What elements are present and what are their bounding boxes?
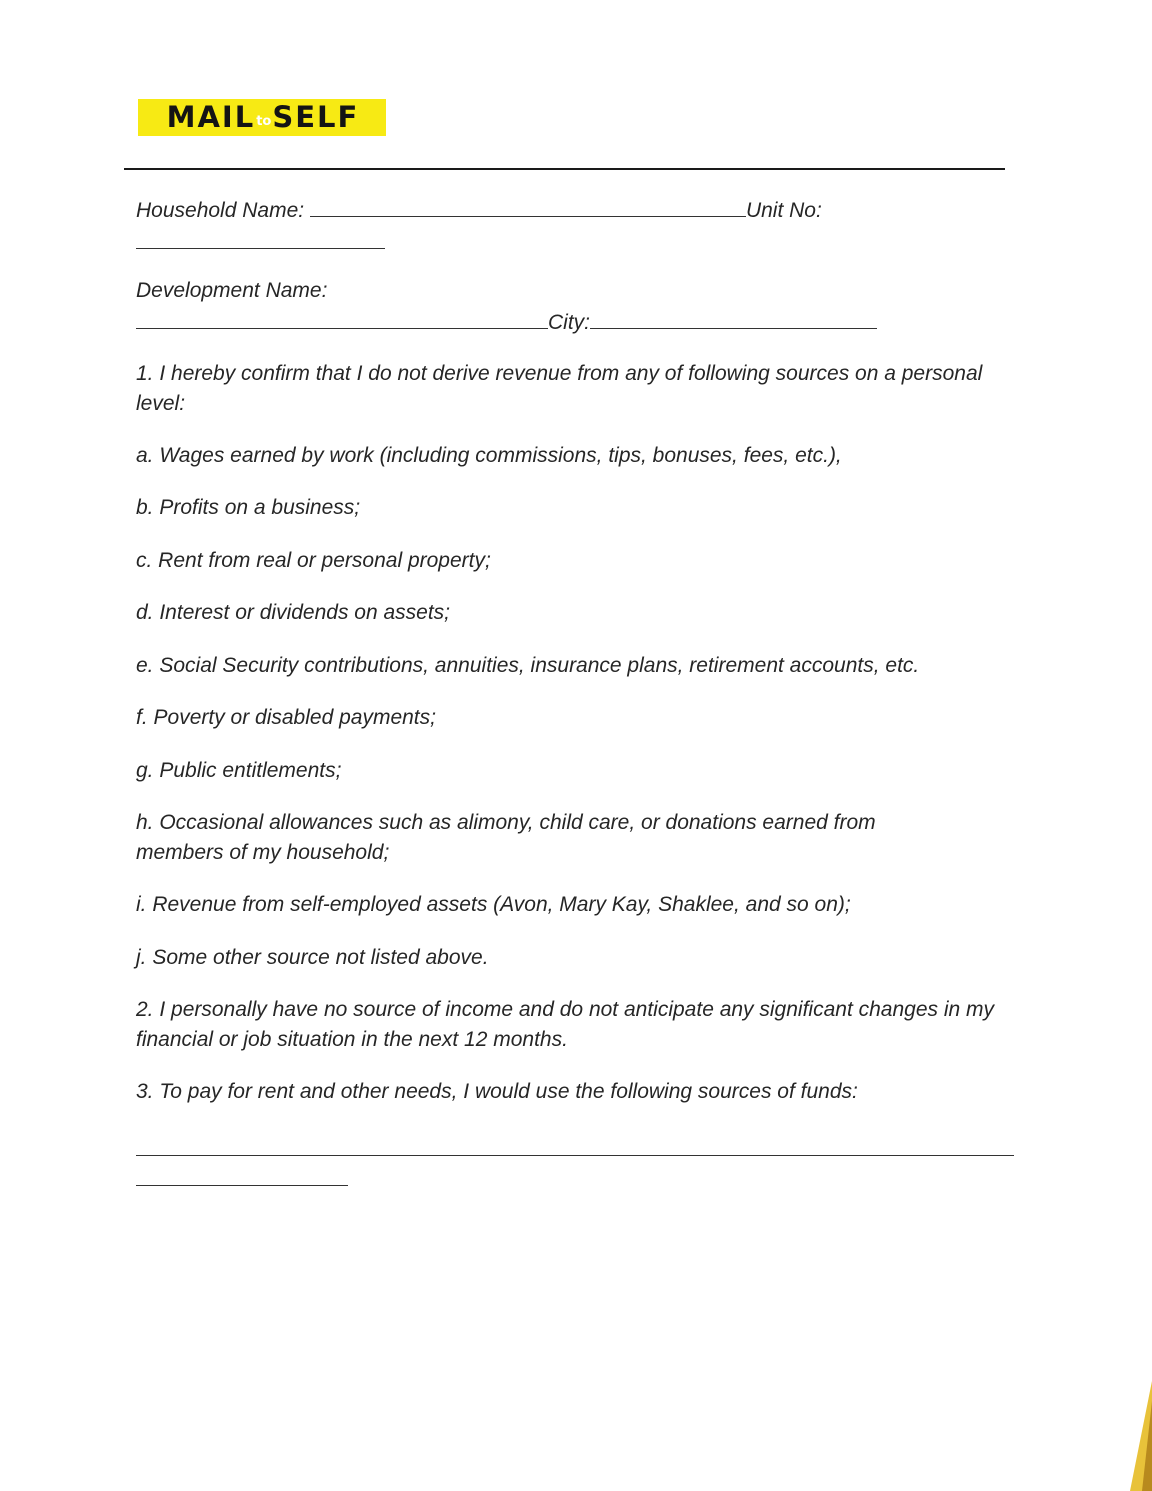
- unit-no-label: Unit No:: [745, 199, 822, 222]
- list-item: e. Social Security contributions, annuities, insurance plans, retirement accounts, etc.: [136, 654, 920, 677]
- city-label: City:: [548, 311, 590, 334]
- page-corner-decoration: [1112, 1381, 1152, 1491]
- funds-answer-line[interactable]: [136, 1155, 1014, 1156]
- list-item: i. Revenue from self-employed assets (Avon, Mary Kay, Shaklee, and so on);: [136, 893, 851, 916]
- list-item: d. Interest or dividends on assets;: [136, 601, 451, 624]
- statement-3: 3. To pay for rent and other needs, I would use the following sources of funds:: [136, 1080, 858, 1103]
- household-name-field[interactable]: [310, 194, 746, 217]
- unit-no-field[interactable]: [136, 248, 385, 249]
- statement-1: 1. I hereby confirm that I do not derive revenue from any of following sources on a personal level:: [136, 362, 983, 415]
- statement-2: 2. I personally have no source of income and do not anticipate any significant changes in my financial or job situation in the next 12 months.: [136, 998, 995, 1051]
- list-item: h. Occasional allowances such as alimony, child care, or donations earned from members of my household;: [136, 811, 876, 864]
- city-field[interactable]: [590, 306, 877, 329]
- household-name-label: Household Name:: [136, 199, 305, 222]
- logo-word-to: to: [256, 114, 272, 129]
- list-item: c. Rent from real or personal property;: [136, 549, 491, 572]
- list-item: j. Some other source not listed above.: [136, 946, 489, 969]
- list-item: g. Public entitlements;: [136, 759, 342, 782]
- list-item: b. Profits on a business;: [136, 496, 361, 519]
- funds-answer-line-continued[interactable]: [136, 1185, 348, 1186]
- mailtoself-logo: [138, 99, 386, 136]
- logo-word-mail: MAIL: [166, 100, 256, 134]
- development-name-label: Development Name:: [136, 279, 328, 302]
- logo-word-self: SELF: [272, 100, 360, 134]
- header-divider: [124, 168, 1005, 170]
- household-row: [136, 194, 822, 226]
- development-city-row: [136, 306, 877, 338]
- logo-text: [166, 100, 360, 134]
- list-item: f. Poverty or disabled payments;: [136, 706, 436, 729]
- development-name-field[interactable]: [136, 306, 548, 329]
- list-item: a. Wages earned by work (including commissions, tips, bonuses, fees, etc.),: [136, 444, 842, 467]
